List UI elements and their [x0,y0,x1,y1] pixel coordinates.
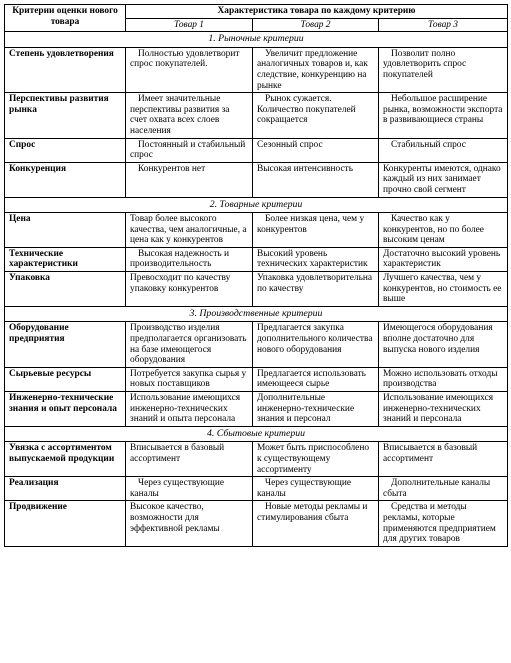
product-1-cell: Через существующие каналы [126,477,253,501]
section-row [5,426,508,442]
section-title: 4. Сбытовые критерии [5,426,508,442]
product-1-cell: Потребуется закупка сырья у новых поставщиков [126,367,253,391]
header-row [5,5,508,19]
section-title: 1. Рыночные критерии [5,32,508,48]
product-2-cell: Через существующие каналы [253,477,379,501]
product-3-cell: Небольшое расширение рынка, возможности экспорта в развивающиеся страны [379,93,508,138]
product-3-cell: Дополнительные каналы сбыта [379,477,508,501]
criterion-cell: Степень удовлетворения [5,47,126,92]
table-body [5,32,508,547]
product-1-cell: Вписывается в базовый ассортимент [126,442,253,477]
section-title: 3. Производственные критерии [5,306,508,322]
criterion-cell: Сырьевые ресурсы [5,367,126,391]
criteria-column-header: Критерии оценки нового товара [5,5,126,32]
section-row [5,32,508,48]
table-row [5,272,508,307]
product-3-cell: Позволит полно удовлетворить спрос покупателей [379,47,508,92]
product-3-cell: Вписывается в базовый ассортимент [379,442,508,477]
product-3-cell: Конкуренты имеются, однако каждый из них занимает прочно свой сегмент [379,162,508,197]
product-2-cell: Рынок сужается. Количество покупателей сокращается [253,93,379,138]
criterion-cell: Инженерно-технические знания и опыт персонала [5,392,126,427]
product-2-cell: Упаковка удовлетворительна по качеству [253,272,379,307]
product-2-cell: Высокая интенсивность [253,162,379,197]
product-1-cell: Производство изделия предполагается организовать на базе имеющегося оборудования [126,322,253,367]
product-1-cell: Высокая надежность и производительность [126,247,253,271]
product-1-cell: Товар более высокого качества, чем аналогичные, а цена как у конкурентов [126,213,253,248]
product-2-cell: Дополнительные инженерно-технические знания и персонал [253,392,379,427]
product-1-cell: Использование имеющихся инженерно-технических знаний и опыта персонала [126,392,253,427]
product-1-cell: Постоянный и стабильный спрос [126,138,253,162]
table-row [5,367,508,391]
product-3-cell: Имеющегося оборудования вполне достаточно для выпуска нового изделия [379,322,508,367]
product-2-cell: Предлагается закупка дополнительного количества нового оборудования [253,322,379,367]
table-row [5,322,508,367]
product-3-cell: Использование имеющихся инженерно-технических знаний и персонала [379,392,508,427]
criteria-table [4,4,508,547]
product-3-cell: Достаточно высокий уровень характеристик [379,247,508,271]
product-3-cell: Лучшего качества, чем у конкурентов, но стоимость ее выше [379,272,508,307]
table-row [5,247,508,271]
product-1-cell: Превосходит по качеству упаковку конкурентов [126,272,253,307]
section-row [5,306,508,322]
product-2-cell: Сезонный спрос [253,138,379,162]
criterion-cell: Оборудование предприятия [5,322,126,367]
table-row [5,213,508,248]
product-3-cell: Можно использовать отходы производства [379,367,508,391]
table-row [5,138,508,162]
product-2-cell: Более низкая цена, чем у конкурентов [253,213,379,248]
table-row [5,47,508,92]
criterion-cell: Реализация [5,477,126,501]
table-row [5,501,508,546]
section-title: 2. Товарные критерии [5,197,508,213]
characteristics-group-header: Характеристика товара по каждому критерию [126,5,508,19]
section-row [5,197,508,213]
product-2-cell: Предлагается использовать имеющееся сырье [253,367,379,391]
product-3-cell: Средства и методы рекламы, которые применяются предприятием для других товаров [379,501,508,546]
table-row [5,162,508,197]
product-1-cell: Имеет значительные перспективы развития за счет охвата всех слоев населения [126,93,253,138]
criterion-cell: Спрос [5,138,126,162]
product-2-cell: Увеличит предложение аналогичных товаров и, как следствие, конкуренцию на рынке [253,47,379,92]
table-row [5,93,508,138]
table-row [5,392,508,427]
table-row [5,442,508,477]
product-2-cell: Высокий уровень технических характеристик [253,247,379,271]
product-2-header: Товар 2 [253,18,379,32]
product-3-cell: Качество как у конкурентов, но по более высоким ценам [379,213,508,248]
criterion-cell: Конкуренция [5,162,126,197]
product-1-cell: Конкурентов нет [126,162,253,197]
criterion-cell: Цена [5,213,126,248]
product-1-cell: Высокое качество, возможности для эффективной рекламы [126,501,253,546]
product-2-cell: Новые методы рекламы и стимулирования сбыта [253,501,379,546]
criterion-cell: Упаковка [5,272,126,307]
criterion-cell: Увязка с ассортиментом выпускаемой продукции [5,442,126,477]
product-1-header: Товар 1 [126,18,253,32]
product-3-header: Товар 3 [379,18,508,32]
table-row [5,477,508,501]
criterion-cell: Продвижение [5,501,126,546]
product-1-cell: Полностью удовлетворит спрос покупателей. [126,47,253,92]
product-2-cell: Может быть приспособлено к существующему ассортименту [253,442,379,477]
criterion-cell: Технические характеристики [5,247,126,271]
product-3-cell: Стабильный спрос [379,138,508,162]
criterion-cell: Перспективы развития рынка [5,93,126,138]
